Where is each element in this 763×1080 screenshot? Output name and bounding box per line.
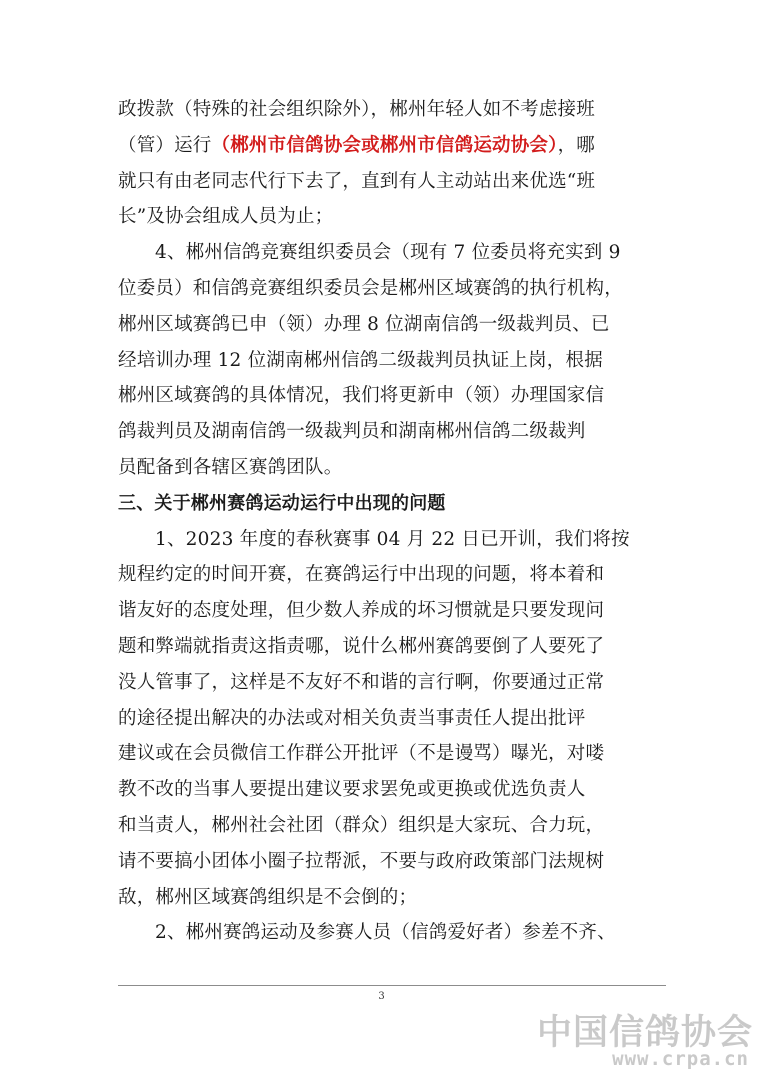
document-body	[118, 92, 666, 951]
text-line: 和当责人，郴州社会社团（群众）组织是大家玩、合力玩，	[118, 814, 605, 836]
text-line: 题和弊端就指责这指责哪，说什么郴州赛鸽要倒了人要死了	[118, 635, 605, 657]
section-heading: 三、关于郴州赛鸽运动运行中出现的问题	[118, 492, 446, 514]
watermark-logo-text: 中国信鸽协会	[536, 1013, 753, 1053]
text-line: 就只有由老同志代行下去了，直到有人主动站出来优选“班	[118, 170, 596, 192]
text-line: 郴州区域赛鸽已申（领）办理 8 位湖南信鸽一级裁判员、已	[118, 313, 610, 335]
text-line: 请不要搞小团体小圈子拉帮派，不要与政府政策部门法规树	[118, 850, 605, 872]
text-segment: ，哪	[557, 134, 595, 156]
text-line: 经培训办理 12 位湖南郴州信鸽二级裁判员执证上岗，根据	[118, 349, 603, 371]
text-line: 教不改的当事人要提出建议要求罢免或更换或优选负责人	[118, 779, 586, 801]
highlighted-association-names: （郴州市信鸽协会或郴州市信鸽运动协会）	[211, 134, 558, 156]
paragraph-start-item-4: 4、郴州信鸽竞赛组织委员会（现有 7 位委员将充实到 9	[155, 242, 621, 264]
text-line: 规程约定的时间开赛，在赛鸽运行中出现的问题，将本着和	[118, 564, 605, 586]
text-line: 建议或在会员微信工作群公开批评（不是谩骂）曝光，对喽	[118, 743, 605, 765]
text-line: 员配备到各辖区赛鸽团队。	[118, 456, 343, 478]
text-line: 谐友好的态度处理，但少数人养成的坏习惯就是只要发现问	[118, 600, 605, 622]
text-line: 郴州区域赛鸽的具体情况，我们将更新申（领）办理国家信	[118, 385, 605, 407]
text-segment: （管）运行	[118, 134, 212, 156]
text-line: 的途径提出解决的办法或对相关负责当事责任人提出批评	[118, 707, 586, 729]
paragraph-start-item-2: 2、郴州赛鸽运动及参赛人员（信鸽爱好者）参差不齐、	[155, 922, 616, 944]
watermark-url: www.crpa.cn	[612, 1048, 749, 1070]
text-line: 位委员）和信鸽竞赛组织委员会是郴州区域赛鸽的执行机构，	[118, 277, 623, 299]
page-number: 3	[378, 991, 385, 1002]
footer-divider	[118, 985, 666, 986]
text-line: 长”及协会组成人员为止；	[118, 206, 334, 228]
text-line	[118, 128, 666, 164]
text-line: 鸽裁判员及湖南信鸽一级裁判员和湖南郴州信鸽二级裁判	[118, 421, 586, 443]
paragraph-start-item-1: 1、2023 年度的春秋赛事 04 月 22 日已开训，我们将按	[155, 528, 630, 550]
text-line: 没人管事了，这样是不友好不和谐的言行啊，你要通过正常	[118, 671, 605, 693]
text-line: 敌，郴州区域赛鸽组织是不会倒的；	[118, 886, 418, 908]
text-line: 政拨款（特殊的社会组织除外），郴州年轻人如不考虑接班	[118, 99, 595, 120]
